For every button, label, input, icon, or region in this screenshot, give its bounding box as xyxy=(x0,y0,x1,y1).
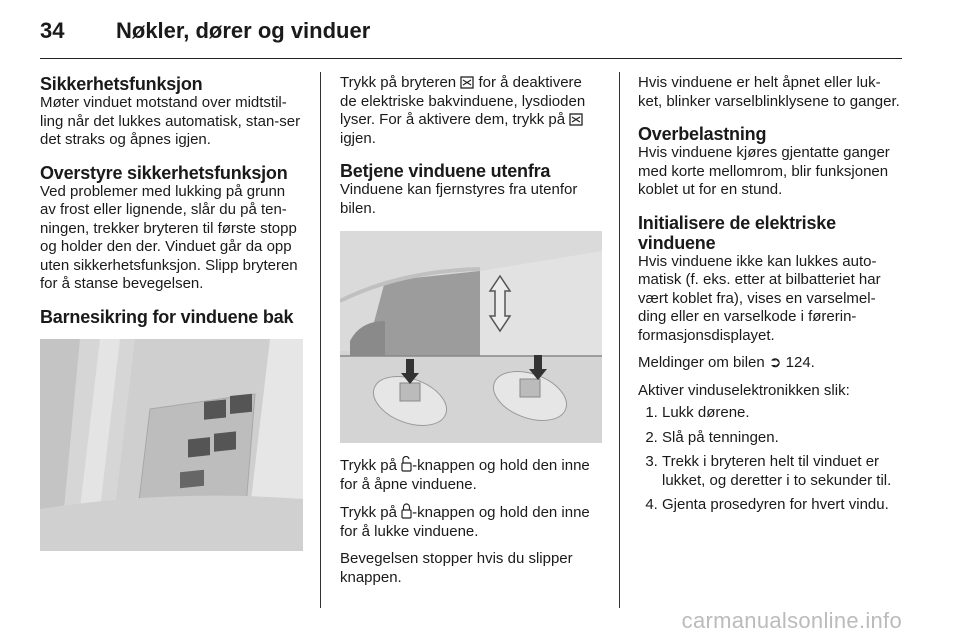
text-close-part-2: -knappen og hold den inne for å lukke vinduene. xyxy=(340,504,590,540)
column-divider-1 xyxy=(320,72,321,608)
heading-overload: Overbelastning xyxy=(638,124,767,144)
window-switch-panel-image xyxy=(40,339,303,551)
child-lock-switch-icon xyxy=(460,76,474,89)
text-init: Hvis vinduene ikke kan lukkes auto-matisk (f. eks. etter at bilbatteriet har vært koblet fra), vises en varselmel-ding eller en varselkode i førerin-formasjonsdisplayet. xyxy=(638,252,881,344)
child-lock-switch-icon xyxy=(569,113,583,126)
text-activate: Aktiver vinduselektronikken slik: xyxy=(638,381,850,399)
page-title: Nøkler, dører og vinduer xyxy=(116,18,371,43)
list-item: 2. Slå på tenningen. xyxy=(662,429,900,448)
page-number: 34 xyxy=(40,18,65,43)
heading-init: Initialisere de elektriske vinduene xyxy=(638,212,836,253)
list-item: 3. Trekk i bryteren helt til vinduet er lukket, og deretter i to sekunder til. xyxy=(662,453,900,490)
text-close xyxy=(340,503,602,541)
page-header xyxy=(40,18,370,44)
text-override: Ved problemer med lukking på grunn av frost eller lignende, slår du på ten-ningen, trekker bryteren til første stopp og holder den der. Vinduet går da opp uten sikkerhetsfunksjon. Slipp bryteren for å stanse bevegelsen. xyxy=(40,182,298,292)
heading-child-lock: Barnesikring for vinduene bak xyxy=(40,306,294,327)
text-deactivate-part-1: Trykk på bryteren xyxy=(340,74,461,91)
text-deactivate-part-2: for å deaktivere de elektriske bakvinduene, lysdioden lyser. For å aktivere dem, trykk på xyxy=(340,74,586,128)
step-list xyxy=(638,404,900,515)
heading-override: Overstyre sikkerhetsfunksjon xyxy=(40,162,288,183)
text-overload: Hvis vinduene kjøres gjentatte ganger med korte mellomrom, blir funksjonen koblet ut for en stund. xyxy=(638,144,890,198)
column-2 xyxy=(340,74,602,587)
text-open-part-2: -knappen og hold den inne for å åpne vinduene. xyxy=(340,457,590,493)
text-deactivate xyxy=(340,74,602,148)
column-divider-2 xyxy=(619,72,620,608)
lock-button-icon xyxy=(401,503,412,519)
column-3 xyxy=(638,74,900,521)
list-item: 4. Gjenta prosedyren for hvert vindu. xyxy=(662,496,900,515)
heading-safety: Sikkerhetsfunksjon xyxy=(40,74,203,94)
window-switch-panel-illustration xyxy=(40,339,303,551)
text-deactivate-part-3: igjen. xyxy=(340,129,376,147)
watermark: carmanualsonline.info xyxy=(681,608,902,633)
remote-window-illustration xyxy=(340,231,602,443)
text-safety: Møter vinduet motstand over midtstil-ling når det lukkes automatisk, stan-ser det straks og åpnes igjen. xyxy=(40,94,301,148)
text-open-part-1: Trykk på xyxy=(340,457,402,474)
header-rule xyxy=(40,58,902,59)
text-close-part-1: Trykk på xyxy=(340,504,402,521)
text-messages: Meldinger om bilen ➲ 124. xyxy=(638,354,815,371)
text-open xyxy=(340,456,602,494)
text-remote: Vinduene kan fjernstyres fra utenfor bilen. xyxy=(340,181,578,217)
text-open-full: Hvis vinduene er helt åpnet eller luk-ket, blinker varselblinklysene to ganger. xyxy=(638,74,900,110)
heading-remote: Betjene vinduene utenfra xyxy=(340,161,551,181)
remote-window-operation-image xyxy=(340,231,602,443)
list-item: 1. Lukk dørene. xyxy=(662,404,900,423)
column-1 xyxy=(40,74,303,551)
unlock-button-icon xyxy=(401,456,412,472)
text-stop: Bevegelsen stopper hvis du slipper knappen. xyxy=(340,550,573,586)
